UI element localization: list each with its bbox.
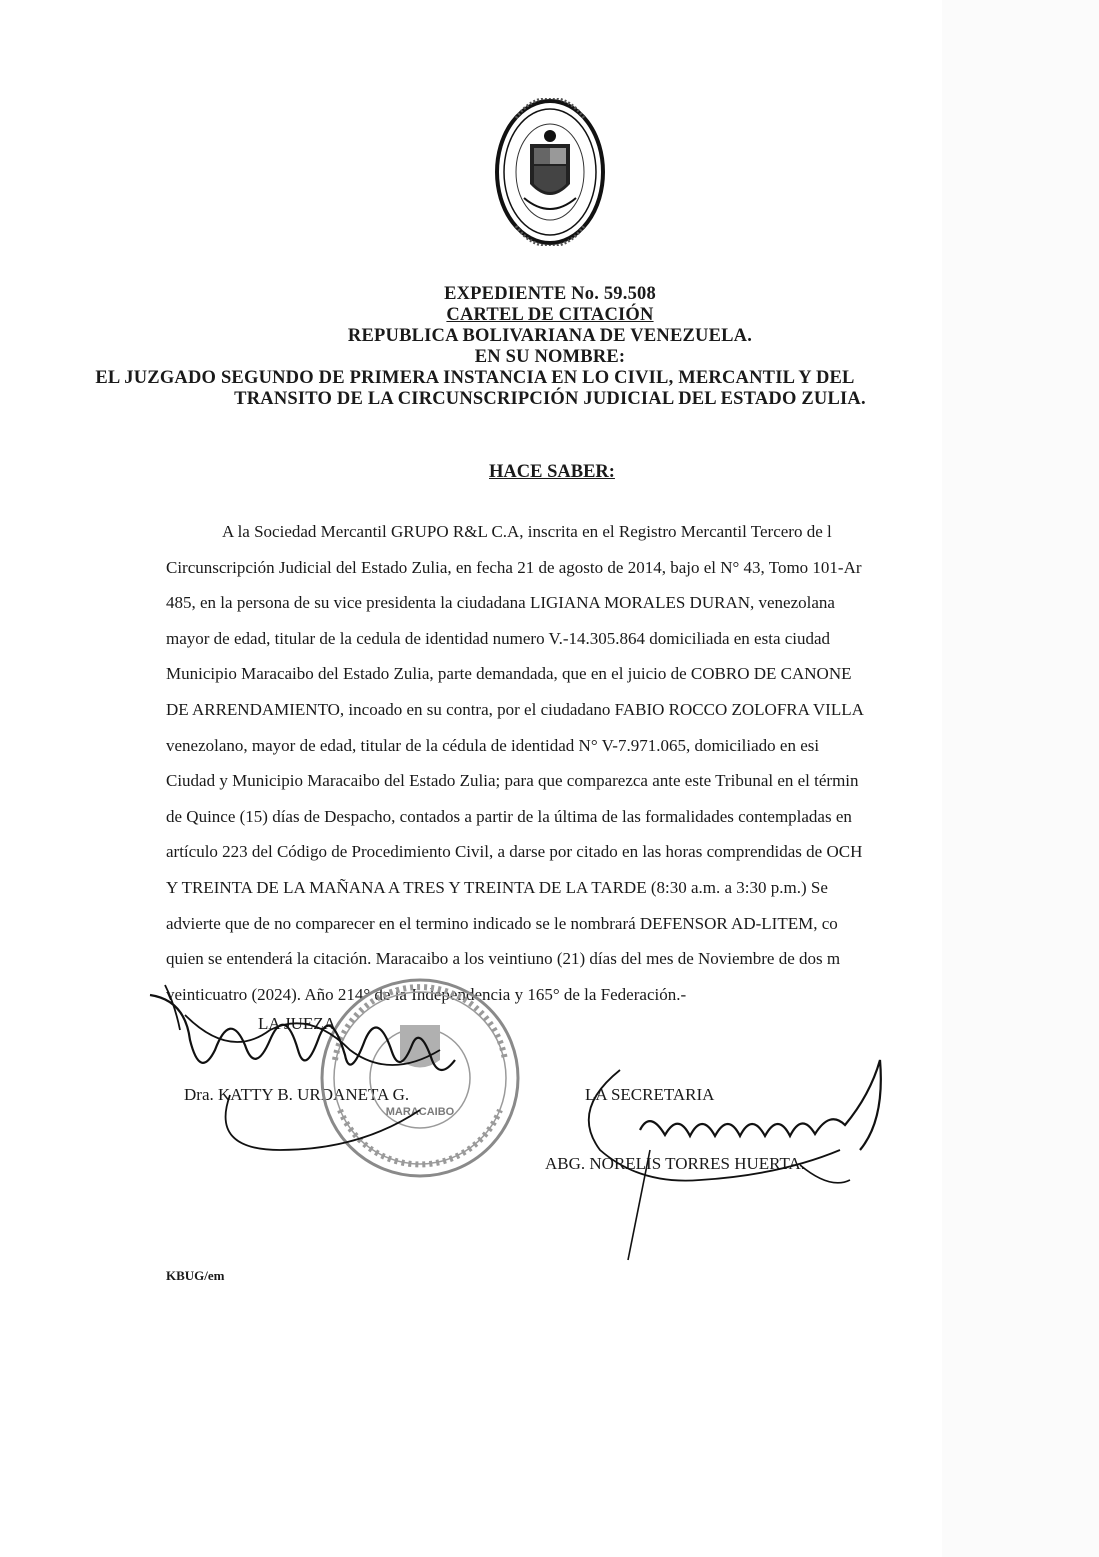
body-line: mayor de edad, titular de la cedula de identidad numero V.-14.305.864 domiciliada en esta ciudad (166, 628, 831, 648)
body-line: Circunscripción Judicial del Estado Zulia, en fecha 21 de agosto de 2014, bajo el N° 43, Tomo 101-Ar (166, 557, 862, 577)
body-line: Municipio Maracaibo del Estado Zulia, parte demandada, que en el juicio de COBRO DE CANONE (166, 664, 852, 684)
judge-name: Dra. KATTY B. URDANETA G. (184, 1085, 410, 1104)
body-line: 485, en la persona de su vice presidenta la ciudadana LIGIANA MORALES DURAN, venezolana (166, 593, 835, 613)
body-line: DE ARRENDAMIENTO, incoado en su contra, por el ciudadano FABIO ROCCO ZOLOFRA VILLA (166, 699, 864, 719)
body-line: quien se entenderá la citación. Maracaibo a los veintiuno (21) días del mes de Noviembre de dos m (166, 949, 841, 969)
stamp-label: MARACAIBO (385, 1106, 455, 1118)
case-number: EXPEDIENTE No. 59.508 (444, 284, 656, 304)
in-its-name: EN SU NOMBRE: (474, 347, 626, 367)
republic-name: REPUBLICA BOLIVARIANA DE VENEZUELA. (347, 326, 753, 346)
secretary-title: LA SECRETARIA (585, 1085, 715, 1104)
body-line: advierte que de no comparecer en el termino indicado se le nombrará DEFENSOR AD-LITEM, co (166, 913, 838, 933)
initials-reference: KBUG/em (166, 1268, 225, 1283)
citation-paragraph (166, 514, 942, 1012)
body-line: venezolano, mayor de edad, titular de la cédula de identidad N° V-7.971.065, domiciliado en esi (166, 735, 820, 755)
body-line: artículo 223 del Código de Procedimiento Civil, a darse por citado en las horas comprendidas de OCH (166, 842, 863, 862)
body-line: A la Sociedad Mercantil GRUPO R&L C.A, inscrita en el Registro Mercantil Tercero de l (222, 522, 832, 541)
notice-title: CARTEL DE CITACIÓN (446, 305, 654, 325)
body-line: Y TREINTA DE LA MAÑANA A TRES Y TREINTA DE LA TARDE (8:30 a.m. a 3:30 p.m.) Se (166, 877, 828, 897)
body-line: de Quince (15) días de Despacho, contados a partir de la última de las formalidades contempladas en (166, 806, 852, 826)
judge-title: LA JUEZA (258, 1014, 336, 1033)
court-name-line-1: EL JUZGADO SEGUNDO DE PRIMERA INSTANCIA EN LO CIVIL, MERCANTIL Y DEL (95, 368, 855, 388)
coat-of-arms-seal-icon (494, 98, 606, 246)
body-line: Ciudad y Municipio Maracaibo del Estado Zulia; para que comparezca ante este Tribunal en el términ (166, 771, 859, 791)
hace-saber-heading: HACE SABER: (489, 462, 615, 482)
court-name-line-2: TRANSITO DE LA CIRCUNSCRIPCIÓN JUDICIAL DEL ESTADO ZULIA. (234, 389, 866, 409)
document-header (95, 284, 940, 410)
page-edge-shade (942, 0, 1099, 1557)
body-line: veinticuatro (2024). Año 214° de la Independencia y 165° de la Federación.- (166, 984, 687, 1004)
secretary-name: ABG. NORELIS TORRES HUERTA. (545, 1154, 806, 1173)
